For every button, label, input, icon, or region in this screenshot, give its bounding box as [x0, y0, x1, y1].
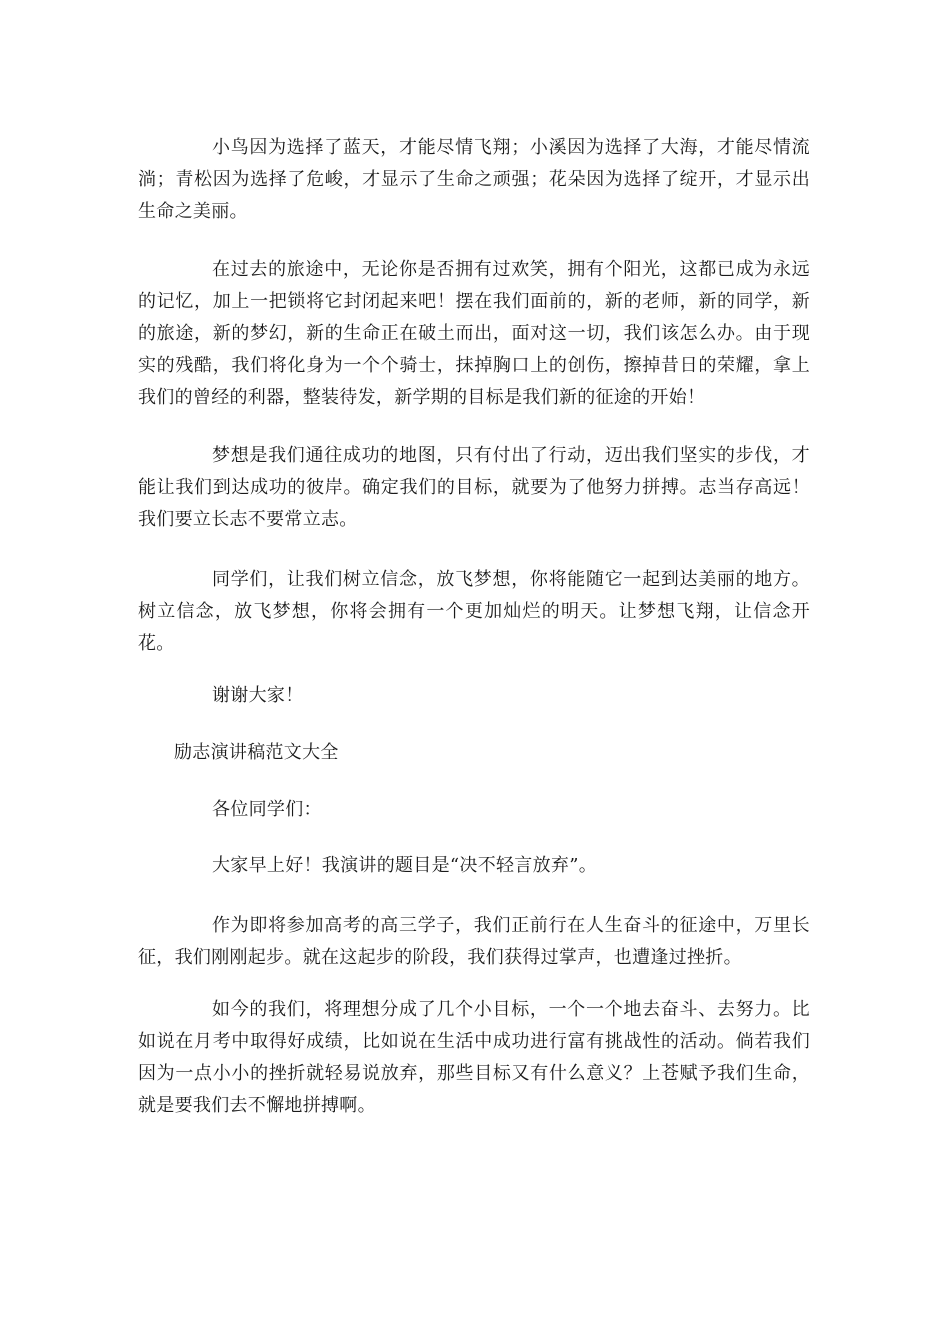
- paragraph-choice: [138, 132, 810, 228]
- paragraph-exam: [138, 910, 810, 974]
- paragraph-text: 小鸟因为选择了蓝天，才能尽情飞翔；小溪因为选择了大海，才能尽情流淌；青松因为选择了危峻，才显示了生命之顽强；花朵因为选择了绽开，才显示出生命之美丽。: [138, 137, 810, 222]
- paragraph-goals: [138, 994, 810, 1122]
- thanks-text: 谢谢大家！: [212, 685, 304, 706]
- paragraph-text: 在过去的旅途中，无论你是否拥有过欢笑，拥有个阳光，这都已成为永远的记忆，加上一把锁将它封闭起来吧！摆在我们面前的，新的老师，新的同学，新的旅途，新的梦幻，新的生命正在破土而出，面对这一切，我们该怎么办。由于现实的残酷，我们将化身为一个个骑士，抹掉胸口上的创伤，擦掉昔日的荣耀，拿上我们的曾经的利器，整装待发，新学期的目标是我们新的征途的开始！: [138, 259, 810, 408]
- section-heading: [138, 737, 810, 769]
- paragraph-thanks: [138, 680, 810, 712]
- paragraph-dream: [138, 440, 810, 536]
- paragraph-greeting: [138, 794, 810, 826]
- paragraph-text: 如今的我们，将理想分成了几个小目标，一个一个地去奋斗、去努力。比如说在月考中取得好成绩，比如说在生活中成功进行富有挑战性的活动。倘若我们因为一点小小的挫折就轻易说放弃，那些目标又有什么意义？上苍赋予我们生命，就是要我们去不懈地拼搏啊。: [138, 999, 810, 1116]
- topic-text: 大家早上好！我演讲的题目是“决不轻言放弃”。: [212, 855, 598, 876]
- paragraph-text: 作为即将参加高考的高三学子，我们正前行在人生奋斗的征途中，万里长征，我们刚刚起步。就在这起步的阶段，我们获得过掌声，也遭逢过挫折。: [138, 915, 810, 968]
- paragraph-topic: [138, 850, 810, 882]
- paragraph-text: 同学们，让我们树立信念，放飞梦想，你将能随它一起到达美丽的地方。树立信念，放飞梦想，你将会拥有一个更加灿烂的明天。让梦想飞翔，让信念开花。: [138, 569, 810, 654]
- paragraph-journey: [138, 254, 810, 414]
- paragraph-text: 梦想是我们通往成功的地图，只有付出了行动，迈出我们坚实的步伐，才能让我们到达成功的彼岸。确定我们的目标，就要为了他努力拼搏。志当存高远！我们要立长志不要常立志。: [138, 445, 810, 530]
- section-title: 励志演讲稿范文大全: [174, 742, 339, 763]
- paragraph-belief: [138, 564, 810, 660]
- greeting-text: 各位同学们：: [212, 799, 322, 820]
